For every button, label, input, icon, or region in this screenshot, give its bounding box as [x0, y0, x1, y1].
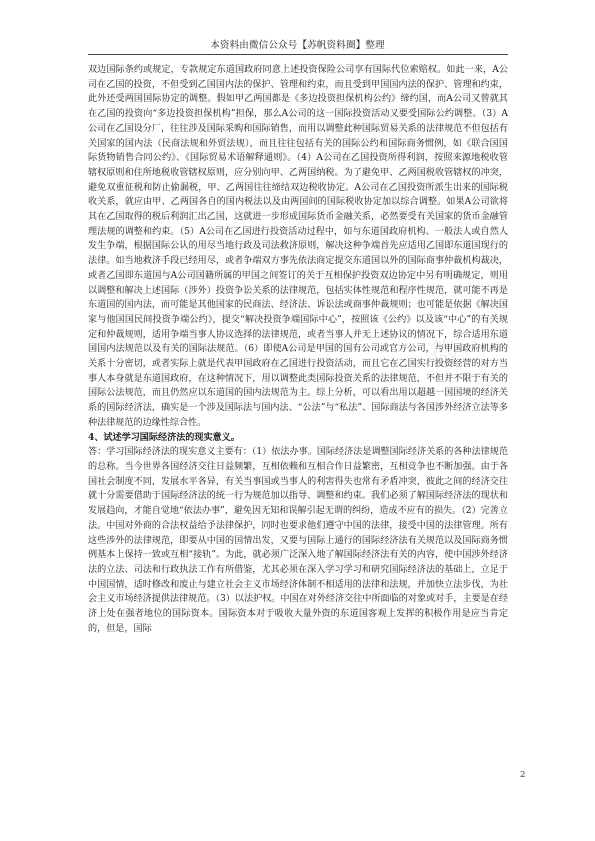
- document-body: [88, 63, 508, 763]
- question-heading: 4、试述学习国际经济法的现实意义。: [88, 431, 240, 443]
- body-paragraph: 双边国际条约或规定，专款规定东道国政府同意上述投资保险公司享有国际代位索赔权。如此一来，A公司在乙国的投资，不但受到乙国国内法的保护、管理和约束，而且受到甲国国内法的保护、管理和约束，此外还受两国国际协定的调整。假如甲乙两国都是《多边投资担保机构公约》缔约国，而A公司又曾就其在乙国的投资向“多边投资担保机构”担保，那么A公司的这一国际投资活动又要受国际公约调整。（3）A公司在乙国设分厂，往往涉及国际采购和国际销售，而用以调整此种国际贸易关系的法律规范不但包括有关国家的国内法（民商法规和外贸法规），而且往往包括有关的国际公约和国际商务惯例，如《联合国国际货物销售合同公约》、《国际贸易术语解释通则》。（4）A公司在乙国投资所得利润，按照来源地税收管辖权原则和住所地税收管辖权原则，应分别向甲、乙两国纳税。为了避免甲、乙两国税收管辖权的冲突，避免双重征税和防止偷漏税，甲、乙两国往往缔结双边税收协定。A公司在乙国投资所派生出来的国际税收关系，就应由甲、乙两国各自的国内税法以及由两国间的国际税收协定加以综合调整。如果A公司欲将其在乙国取得的税后利润汇出乙国，这就进一步形成国际货币金融关系，必然要受有关国家的货币金融管理法规的调整和约束。（5）A公司在乙国进行投资活动过程中，如与东道国政府机构、一般法人或自然人发生争端，根据国际公认的用尽当地行政及司法救济原则，解决这种争端首先应适用乙国即东道国现行的法律。如当地救济手段已经用尽，或者争端双方事先依法商定提交东道国以外的国际商事仲裁机构裁决，或者乙国即东道国与A公司国籍所属的甲国之间签订的关于互相保护投资双边协定中另有明确规定，则用以调整和解决上述国际（涉外）投资争讼关系的法律规范，包括实体性规范和程序性规范，就可能不再是东道国的国内法，而可能是其他国家的民商法、经济法、诉讼法或商事仲裁规则；也可能是依据《解决国家与他国国民间投资争端公约》，提交“解决投资争端国际中心”，按照该《公约》以及该“中心”的有关规定和仲裁规则，适用争端当事人协议选择的法律规范，或者当事人并无上述协议的情况下，综合适用东道国国内法规范以及有关的国际法规范。（6）即使A公司是甲国的国有公司或官方公司，与甲国政府机构的关系十分密切，或者实际上就是代表甲国政府在乙国进行投资活动，而且它在乙国实行投资经营的对方当事人本身就是东道国政府，在这种情况下，用以调整此类国际投资关系的法律规范，不但并不限于有关的国际公法规范，而且仍然应以东道国的国内法规范为主。综上分析，可以看出用以超越一国国境的经济关系的国际经济法，确实是一个涉及国际法与国内法、“公法”与“私法”、国际商法与各国涉外经济立法等多种法律规范的边缘性综合性。: [88, 65, 508, 428]
- header-divider: [88, 54, 508, 55]
- answer-paragraph: 答：学习国际经济法的现实意义主要有：（1）依法办事。国际经济法是调整国际经济关系的各种法律规范的总称。当今世界各国经济交往日益频繁，互相依赖和互相合作日益繁密，互相竞争也不断加强。由于各国社会制度不同，发展水平各异，有关当事国或当事人的利害得失也常有矛盾冲突，彼此之间的经济交往就十分需要借助于国际经济法的统一行为规范加以指导、调整和约束。我们必须了解国际经济法的现状和发展趋向，才能自觉地“依法办事”，避免因无知和误解引起无谓的纠纷，造成不应有的损失。（2）完善立法。中国对外商的合法权益给予法律保护，同时也要求他们遵守中国的法律，接受中国的法律管理。所有这些涉外的法律规范，即要从中国的国情出发，又要与国际上通行的国际经济法有关规范以及国际商务惯例基本上保持一致或互相“接轨”。为此，就必须广泛深入地了解国际经济法有关的内容，使中国涉外经济法的立法、司法和行政执法工作有所借鉴，尤其必须在深入学习学习和研究国际经济法的基础上，立足于中国国情，适时修改和废止与建立社会主义市场经济体制不相适用的法律和法规，并加快立法步伐，为社会主义市场经济提供法律规范。（3）以法护权。中国在对外经济交往中所面临的对象或对手，主要是在经济上处在强者地位的国际资本。国际资本对于吸收大量外资的东道国客观上发挥的积极作用是应当肯定的，但是，国际: [88, 447, 508, 634]
- watermark-text: 微: [430, 338, 466, 373]
- page-number: 2: [520, 770, 526, 780]
- page-header: 本资料由微信公众号【苏帆资料圈】整理: [210, 40, 385, 51]
